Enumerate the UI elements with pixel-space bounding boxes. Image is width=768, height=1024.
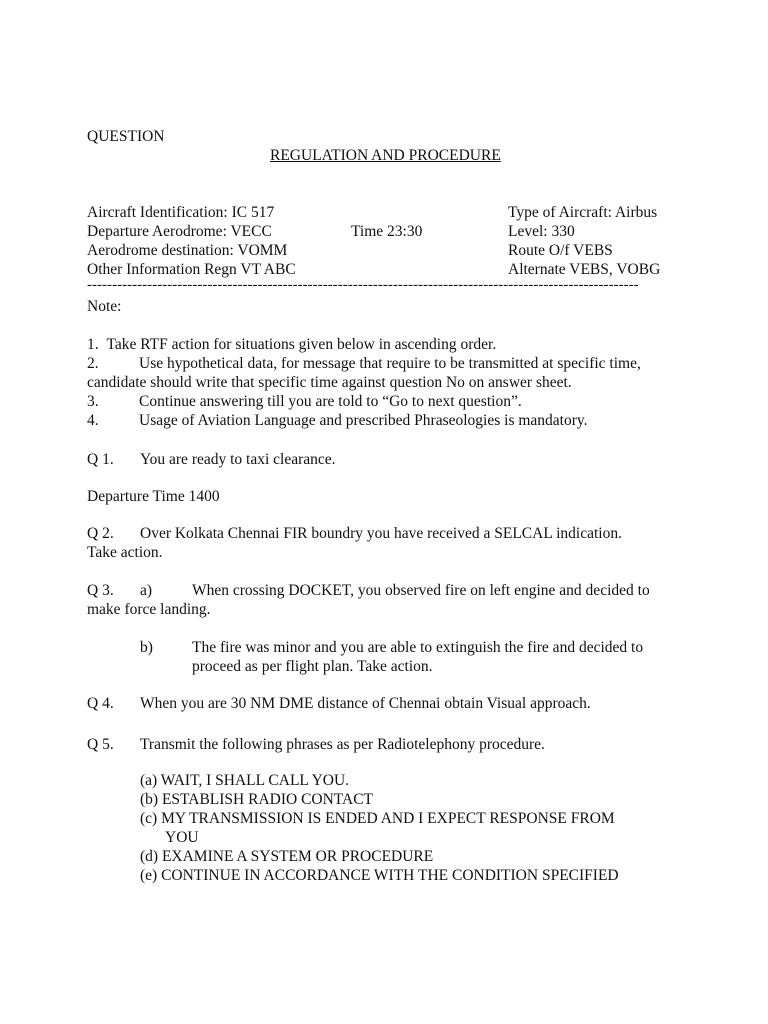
q3-a-continued: make force landing. [87,601,211,618]
departure-aerodrome: Departure Aerodrome: VECC [87,223,272,240]
alternate: Alternate VEBS, VOBG [508,261,661,278]
note-2-continued: candidate should write that specific time against question No on answer sheet. [87,374,572,391]
list-item-continued: YOU [165,829,199,846]
route: Route O/f VEBS [508,242,613,259]
q3-a-label: a) [140,582,153,599]
note-label: Note: [87,298,122,315]
q5-number: Q 5. [87,736,114,753]
q1-text: You are ready to taxi clearance. [140,451,336,468]
note-3-text: Continue answering till you are told to “Go to next question”. [139,393,522,410]
note-3-number: 3. [87,393,99,410]
note-1 [87,335,496,354]
list-item: (e) CONTINUE IN ACCORDANCE WITH THE CONDITION SPECIFIED [140,867,619,884]
divider-line: -------------------------------------------------------------------------------------------------------------- [87,277,639,293]
note-4-text: Usage of Aviation Language and prescribed Phraseologies is mandatory. [139,412,588,429]
q2-text: Over Kolkata Chennai FIR boundry you have received a SELCAL indication. [140,525,622,542]
destination: Aerodrome destination: VOMM [87,242,288,259]
note-2-text: Use hypothetical data, for message that require to be transmitted at specific time, [139,355,641,372]
list-item: (c) MY TRANSMISSION IS ENDED AND I EXPECT RESPONSE FROM [140,810,615,827]
q4-number: Q 4. [87,695,114,712]
departure-time: Departure Time 1400 [87,488,220,505]
q3-b-label: b) [140,639,153,656]
time: Time 23:30 [351,223,423,240]
q2-continued: Take action. [87,544,163,561]
aircraft-id: Aircraft Identification: IC 517 [87,204,275,221]
other-information: Other Information Regn VT ABC [87,261,296,278]
q2-number: Q 2. [87,525,114,542]
q3-a-text: When crossing DOCKET, you observed fire on left engine and decided to [192,582,650,599]
note-2-number: 2. [87,355,99,372]
q3-b-text: The fire was minor and you are able to extinguish the fire and decided to [192,639,644,656]
q5-text: Transmit the following phrases as per Radiotelephony procedure. [140,736,545,753]
q4-text: When you are 30 NM DME distance of Chennai obtain Visual approach. [140,695,591,712]
list-item: (a) WAIT, I SHALL CALL YOU. [140,772,350,789]
heading: QUESTION [87,128,165,145]
list-item: (d) EXAMINE A SYSTEM OR PROCEDURE [140,848,434,865]
q3-number: Q 3. [87,582,114,599]
subject-title: REGULATION AND PROCEDURE [270,147,501,164]
level: Level: 330 [508,223,575,240]
note-4-number: 4. [87,412,99,429]
note-text: Take RTF action for situations given below in ascending order. [106,336,497,353]
q1-number: Q 1. [87,451,114,468]
note-number: 1. [87,336,99,353]
aircraft-type: Type of Aircraft: Airbus [508,204,658,221]
list-item: (b) ESTABLISH RADIO CONTACT [140,791,374,808]
q3-b-continued: proceed as per flight plan. Take action. [192,658,433,675]
